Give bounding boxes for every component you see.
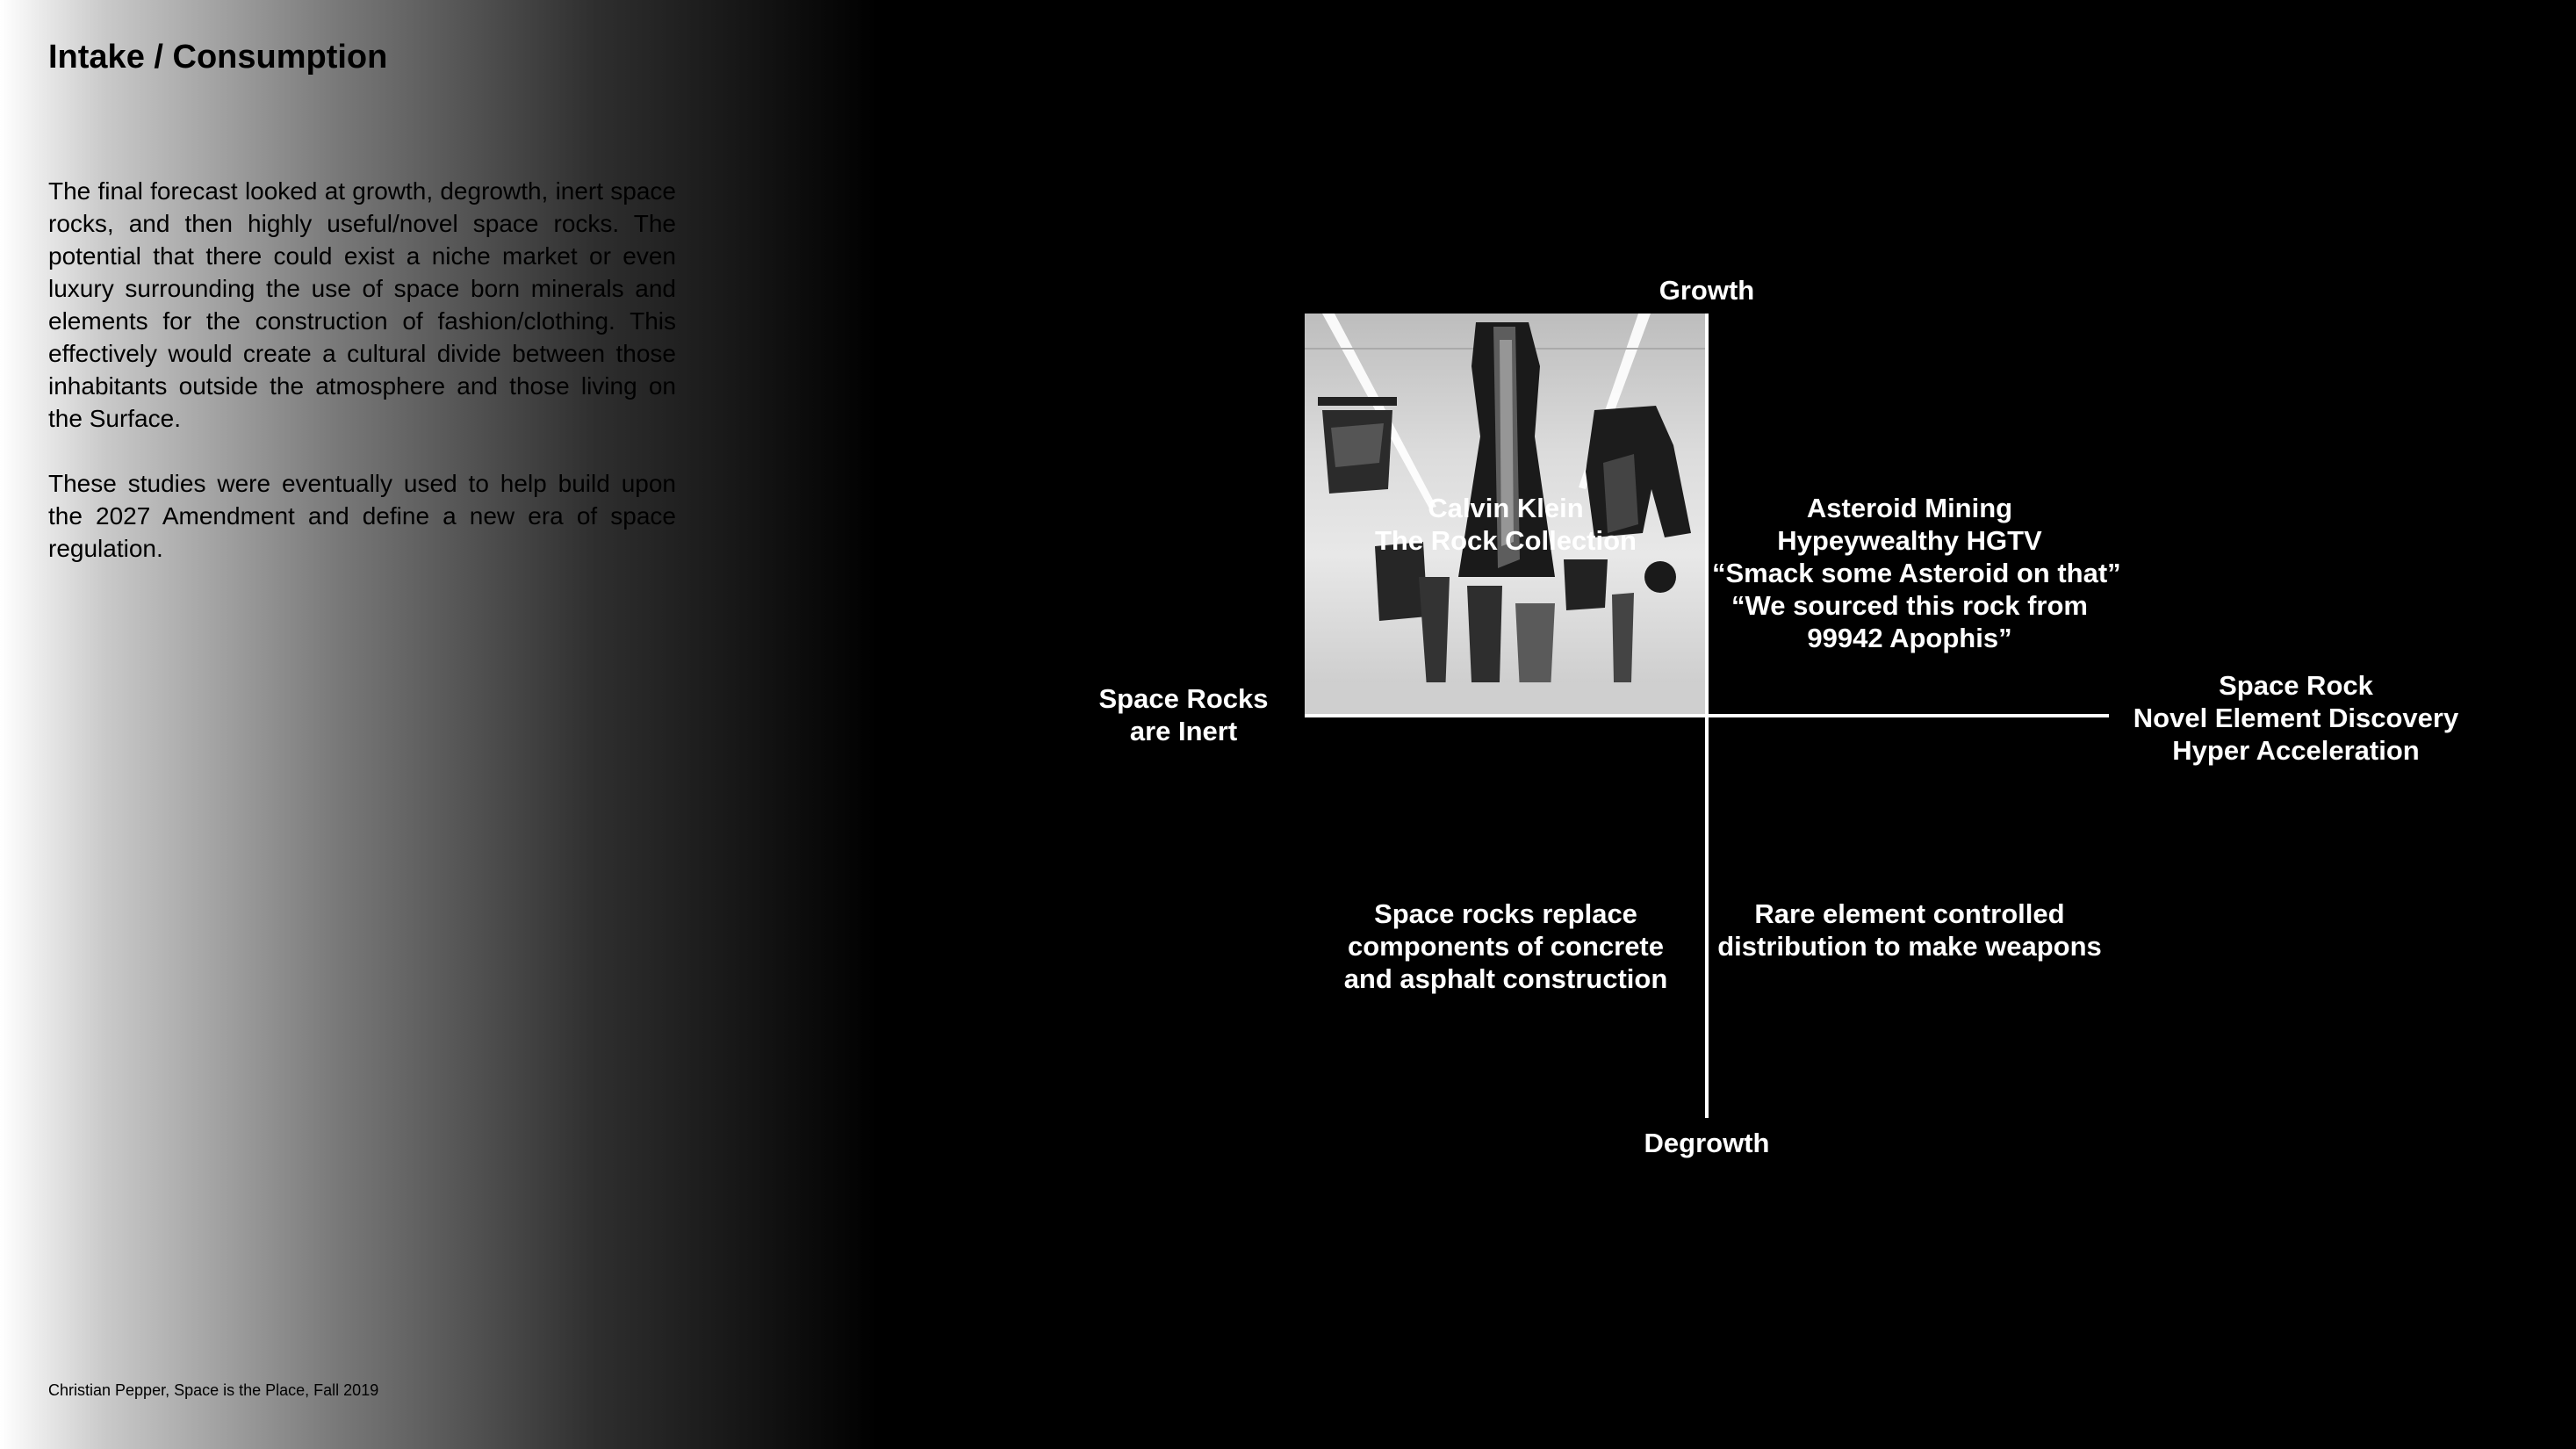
quadrant-top-left-label: Calvin Klein The Rock Collection [1375,493,1637,556]
axis-label-inert: Space Rocks are Inert [1098,683,1269,746]
footer-credit: Christian Pepper, Space is the Place, Fall 2019 [48,1381,379,1399]
axis-label-novel: Space Rock Novel Element Discovery Hyper Acceleration [2133,670,2459,766]
horizontal-axis [1305,714,2109,717]
page-title: Intake / Consumption [48,39,388,76]
paragraph-2: These studies were eventually used to help build upon the 2027 Amendment and define a new era of space regulation. [48,470,676,562]
quadrant-bottom-right-label: Rare element controlled distribution to make weapons [1717,898,2102,962]
quadrant-bottom-left-label: Space rocks replace components of concrete and asphalt construction [1343,898,1668,994]
quadrant-top-right-label: Asteroid Mining Hypeywealthy HGTV “Smack some Asteroid on that” “We sourced this rock from 99942 Apophis” [1712,493,2121,653]
body-text [48,175,676,597]
axis-label-growth: Growth [1659,275,1755,306]
axis-label-degrowth: Degrowth [1644,1128,1770,1158]
paragraph-1: The final forecast looked at growth, degrowth, inert space rocks, and then highly useful/novel space rocks. The potential that there could exist a niche market or even luxury surrounding the use of space born minerals and elements for the construction of fashion/clothing. This effectively would create a cultural divide between those inhabitants outside the atmosphere and those living on the Surface. [48,177,676,432]
